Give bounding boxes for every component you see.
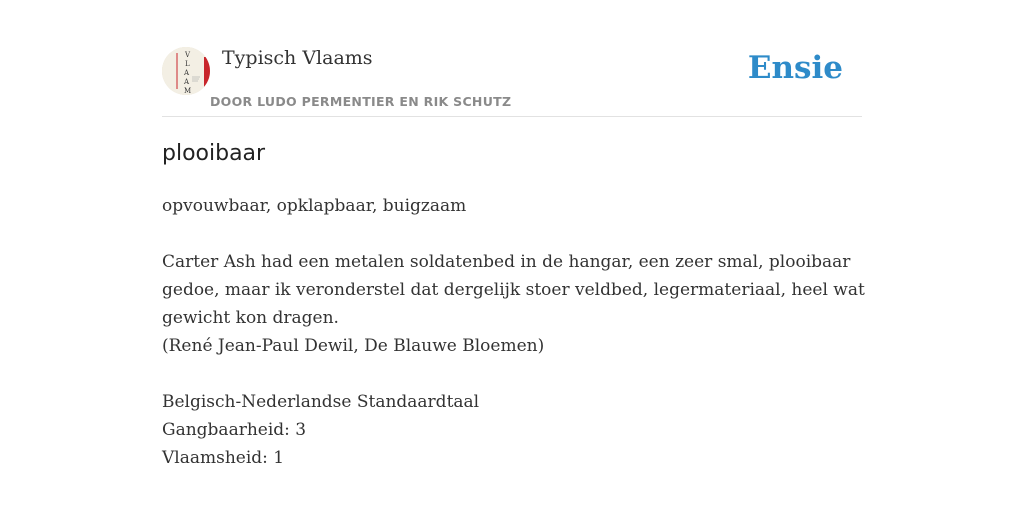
example-line: Carter Ash had een metalen soldatenbed in de hangar, een zeer smal, plooibaar [162, 252, 851, 272]
vlaamsheid-value: Vlaamsheid: 1 [162, 448, 285, 468]
entry-body [162, 192, 865, 472]
entry-word: plooibaar [162, 141, 266, 166]
svg-text:M: M [184, 87, 192, 95]
publication-logo[interactable] [162, 47, 210, 95]
entry-synonyms: opvouwbaar, opklapbaar, buigzaam [162, 196, 467, 216]
language-label: Belgisch-Nederlandse Standaardtaal [162, 392, 480, 412]
entry-content [162, 140, 865, 472]
example-line: gewicht kon dragen. [162, 308, 339, 328]
svg-text:V: V [185, 51, 191, 59]
publication-authors: DOOR LUDO PERMENTIER EN RIK SCHUTZ [210, 94, 512, 109]
svg-text:A: A [184, 78, 190, 86]
site-header [162, 44, 862, 117]
spacer [162, 360, 862, 388]
ensie-logo-link[interactable]: Ensie [747, 50, 843, 86]
gangbaarheid-value: Gangbaarheid: 3 [162, 420, 307, 440]
svg-text:L: L [185, 60, 190, 68]
example-line: gedoe, maar ik veronderstel dat dergelijk stoer veldbed, legermateriaal, heel wat [162, 280, 865, 300]
svg-text:A: A [184, 69, 190, 77]
book-cover-icon [162, 47, 210, 95]
publication-title[interactable]: Typisch Vlaams [222, 47, 373, 69]
example-source: (René Jean-Paul Dewil, De Blauwe Bloemen) [162, 336, 545, 356]
spacer [162, 220, 862, 248]
